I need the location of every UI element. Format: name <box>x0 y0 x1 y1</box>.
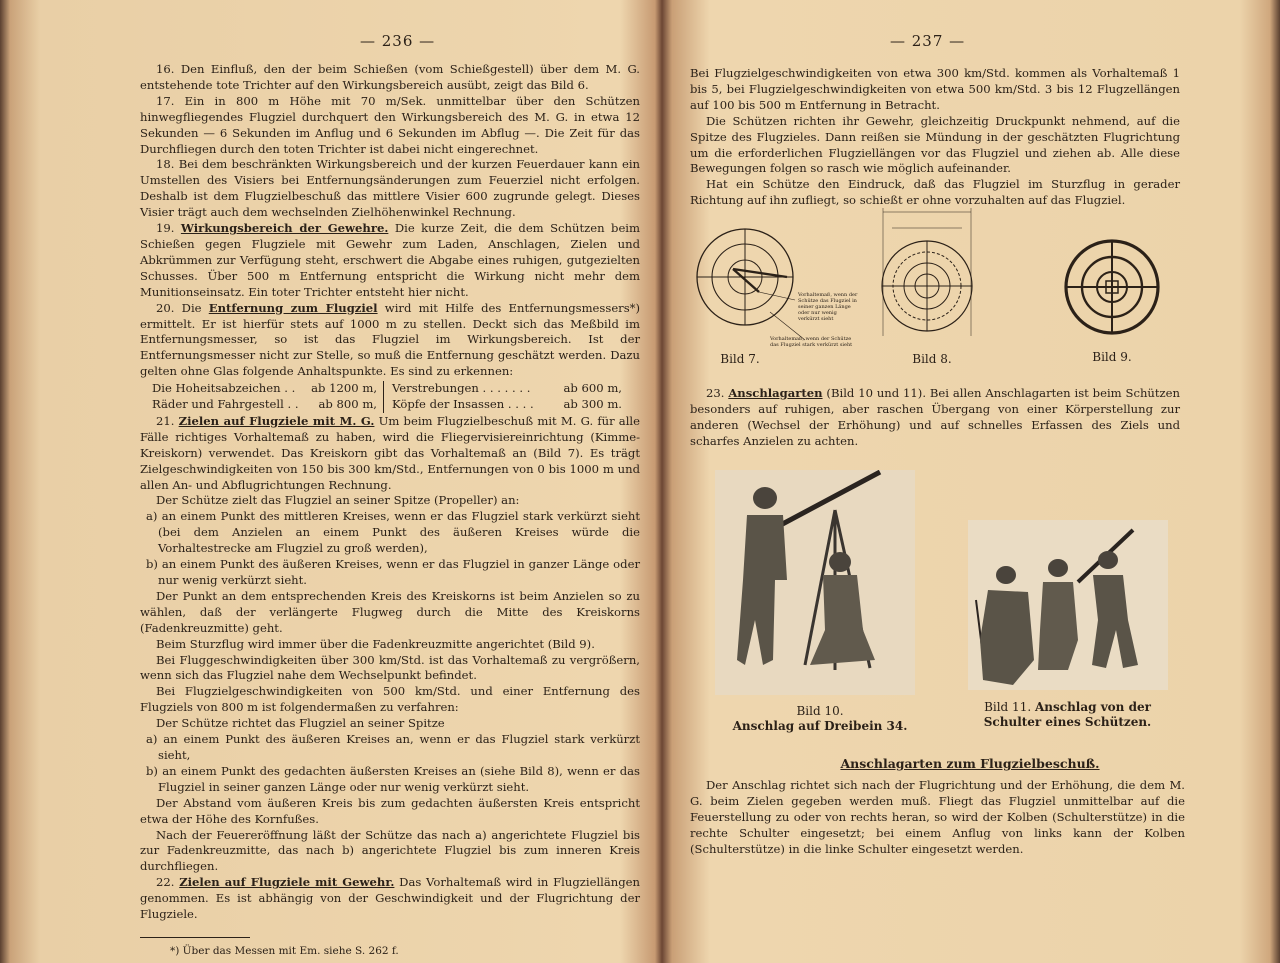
paragraph-number: 21. <box>156 413 179 428</box>
section-heading: Zielen auf Flugziele mit Gewehr. <box>179 875 395 890</box>
bild-11-photo <box>968 520 1168 690</box>
distance-table-right <box>383 381 622 413</box>
paragraph: Hat ein Schütze den Eindruck, daß das Flugziel im Sturzflug in gerader Richtung auf ihn zufliegt, so schießt er ohne vorzuhalten auf das Flugziel. <box>690 177 1180 208</box>
paragraph-body: (Bild 10 und 11). Bei allen Anschlagarten ist beim Schützen besonders auf ruhigen, aber raschen Übergang von einer Körperstellung zur anderen (Wechsel der Erhöhung) und auf schnelles Erfassen des Ziels und scharfes Anzielen zu achten. <box>690 386 1180 448</box>
paragraph: Bei Flugzielgeschwindigkeiten von etwa 300 km/Std. kommen als Vorhaltemaß 1 bis 5, bei Flugzielgeschwindigkeiten von etwa 500 km/Std. 3 bis 12 Flugzellängen auf 100 bis 500 m Entfernung in Betracht. <box>690 66 1180 112</box>
list-item: b) an einem Punkt des äußeren Kreises, wenn er das Flugziel in ganzer Länge oder nur wenig verkürzt sieht. <box>146 557 640 587</box>
paragraph: Der Punkt an dem entsprechenden Kreis des Kreiskorns ist beim Anzielen so zu wählen, daß der verlängerte Flugweg durch die Mitte des Kreiskorns (Fadenkreuzmitte) geht. <box>140 588 640 635</box>
table-row <box>152 381 377 397</box>
paragraph-19 <box>140 221 640 301</box>
paragraph-16: 16. Den Einfluß, den der beim Schießen (vom Schießgestell) über dem M. G. entstehende tote Trichter auf den Wirkungsbereich ausübt, zeigt das Bild 6. <box>140 62 640 92</box>
table-value: ab 800 m, <box>318 397 377 412</box>
table-label: Räder und Fahrgestell . . <box>152 397 299 412</box>
page-number: — 237 — <box>890 32 966 50</box>
bild-11-title-a: Anschlag von der <box>1034 700 1151 714</box>
paragraph: Beim Sturzflug wird immer über die Fadenkreuzmitte angerichtet (Bild 9). <box>156 636 595 651</box>
paragraph-17: 17. Ein in 800 m Höhe mit 70 m/Sek. unmittelbar über den Schützen hinwegfliegendes Flugziel durchquert den Wirkungsbereich des M. G. in etwa 12 Sekunden — 6 Sekunden im Anflug und 6 Sekunden im Abflug —. Die Zeit für das Durchfliegen durch den toten Trichter ist dabei nicht eingerechnet. <box>140 93 640 156</box>
paragraph-number: 20. Die <box>156 300 209 315</box>
paragraph-22 <box>140 875 640 923</box>
bild-11-line-1 <box>960 700 1175 715</box>
footnote-rule <box>140 937 250 938</box>
paragraph <box>690 386 1180 450</box>
page-number: — 236 — <box>360 32 436 50</box>
table-value: ab 600 m, <box>563 381 622 396</box>
list-item: a) an einem Punkt des äußeren Kreises an, wenn er das Flugziel stark verkürzt sieht, <box>146 732 640 762</box>
table-row <box>152 397 377 413</box>
bild-7-figure <box>695 222 815 352</box>
bild-7-note-1: Vorhaltemaß, wenn der Schütze das Flugziel in seiner ganzen Länge oder nur wenig verkürzt sieht <box>798 292 858 322</box>
distance-table-left <box>152 381 383 413</box>
paragraph-number: 22. <box>156 875 180 890</box>
bild-9-caption: Bild 9. <box>1092 350 1132 364</box>
section-heading: Wirkungsbereich der Gewehre. <box>180 221 389 236</box>
table-value: ab 1200 m, <box>311 381 377 396</box>
paragraph-body: wird mit Hilfe des Entfernungsmessers*) ermittelt. Er ist hierfür stets auf 1000 m zu stellen. Deckt sich das Meßbild im Entfernungsmesser, so ist das Flugziel im Wirkungsbereich. Ist der Entfernungsmesser nicht zur Stelle, so muß die Entfernung geschätzt werden. Dazu gelten ohne Glas folgende Anhaltspunkte. Es sind zu erkennen: <box>140 300 640 379</box>
left-page <box>80 0 640 963</box>
right-page-bottom-text <box>690 778 1185 858</box>
paragraph-body: Um beim Flugzielbeschuß mit M. G. für alle Fälle richtiges Vorhaltemaß zu haben, wird die Fliegervisiereinrichtung (Kimme-Kreiskorn) verwendet. Das Kreiskorn gibt das Vorhaltemaß an (Bild 7). Es trägt Zielgeschwindigkeiten von 150 bis 300 km/Std., Entfernungen von 0 bis 1000 m und allen An- und Abflugrichtungen Rechnung. <box>140 413 640 492</box>
distance-table <box>152 381 640 413</box>
bild-9-figure <box>1062 237 1162 337</box>
table-label: Verstrebungen . . . . . . . <box>392 381 531 396</box>
bild-11-title-b: Schulter eines Schützen. <box>983 715 1152 729</box>
paragraph-21 <box>140 414 640 494</box>
paragraph-number: 19. <box>156 221 181 236</box>
bild-10-number: Bild 10. <box>796 704 844 718</box>
bild-8-figure <box>878 206 978 346</box>
paragraph-body: Das Vorhaltemaß wird in Flugziellängen genommen. Es ist abhängig von der Geschwindigkeit und der Flugrichtung der Flugziele. <box>140 875 640 922</box>
list-item: a) an einem Punkt des mittleren Kreises, wenn er das Flugziel stark verkürzt sieht (bei dem Anzielen an einem Punkt des äußeren Kreises würde die Vorhaltestrecke am Flugziel zu groß werden), <box>146 509 640 556</box>
table-row <box>392 381 622 397</box>
paragraph: Der Schütze zielt das Flugziel an seiner Spitze (Propeller) an: <box>156 493 520 508</box>
paragraph: Der Anschlag richtet sich nach der Flugrichtung und der Erhöhung, die dem M. G. beim Zielen gegeben werden muß. Fliegt das Flugziel unmittelbar auf die Feuerstellung zu oder von rechts heran, so wird der Kolben (Schulterstütze) in die rechte Schulter eingesetzt; bei einem Anflug von links kann der Kolben (Schulterstütze) in die linke Schulter eingesetzt werden. <box>690 778 1185 856</box>
section-heading: Entfernung zum Flugziel <box>208 300 378 315</box>
list-item: b) an einem Punkt des gedachten äußersten Kreises an (siehe Bild 8), wenn er das Flugziel in seiner ganzen Länge oder nur wenig verkürzt sieht. <box>146 763 640 794</box>
paragraph: Der Schütze richtet das Flugziel an seiner Spitze <box>156 716 445 731</box>
table-label: Köpfe der Insassen . . . . <box>392 397 534 412</box>
paragraph-body: Die kurze Zeit, die dem Schützen beim Schießen gegen Flugziele mit Gewehr zum Laden, Anschlagen, Zielen und Abkrümmen zur Verfügung steht, erschwert die Abgabe eines ruhigen, gutgezielten Schusses. Über 500 m Entfernung entspricht die Wirkung nicht mehr dem Munitionseinsatz. Ein toter Trichter entsteht hier nicht. <box>140 221 641 299</box>
right-page <box>690 0 1200 963</box>
table-value: ab 300 m. <box>563 397 622 412</box>
right-page-top-text <box>690 66 1180 209</box>
paragraph-20 <box>140 301 640 381</box>
paragraph-number: 23. <box>706 386 729 400</box>
bild-7-caption: Bild 7. <box>720 352 760 366</box>
section-title: Anschlagarten zum Flugzielbeschuß. <box>840 756 1100 771</box>
bild-8-caption: Bild 8. <box>912 352 952 366</box>
paragraph-18: 18. Bei dem beschränkten Wirkungsbereich und der kurzen Feuerdauer kann ein Umstellen des Visiers bei Entfernungsänderungen zum Feuerziel nicht erfolgen. Deshalb ist dem Flugzielbeschuß das mittlere Visier 600 zugrunde gelegt. Dieses Visier trägt auch dem wechselnden Zielhöhenwinkel Rechnung. <box>140 157 640 220</box>
footnote: *) Über das Messen mit Em. siehe S. 262 f. <box>170 944 399 957</box>
paragraph: Bei Fluggeschwindigkeiten über 300 km/Std. ist das Vorhaltemaß zu vergrößern, wenn sich das Flugziel nahe dem Wechselpunkt befindet. <box>140 652 640 683</box>
bild-11-number: Bild 11. <box>984 700 1032 714</box>
bild-10-title: Anschlag auf Dreibein 34. <box>732 719 908 733</box>
paragraph: Nach der Feuereröffnung läßt der Schütze das nach a) angerichtete Flugziel bis zur Fadenkreuzmitte, das nach b) angerichtete Flugziel bis zum inneren Kreis durchfliegen. <box>140 827 640 874</box>
section-heading: Zielen auf Flugziele mit M. G. <box>178 413 375 428</box>
bild-7-note-2: Vorhaltemaß, wenn der Schütze das Flugziel stark verkürzt sieht <box>770 336 853 348</box>
paragraph: Die Schützen richten ihr Gewehr, gleichzeitig Druckpunkt nehmend, auf die Spitze des Flugzieles. Dann reißen sie Mündung in der geschätzten Flugrichtung um die erforderlichen Flugziellängen vor das Flugziel und ziehen ab. Alle diese Bewegungen folgen so rasch wie möglich aufeinander. <box>690 113 1180 176</box>
left-page-text <box>140 62 640 960</box>
table-label: Die Hoheitsabzeichen . . <box>152 381 296 396</box>
paragraph: Der Abstand vom äußeren Kreis bis zum gedachten äußersten Kreis entspricht etwa der Höhe des Kornfußes. <box>140 795 640 826</box>
table-row <box>392 397 622 413</box>
paragraph-23 <box>690 386 1180 450</box>
bild-10-caption <box>710 704 930 734</box>
bild-11-caption <box>960 700 1175 730</box>
section-heading: Anschlagarten <box>728 386 823 400</box>
paragraph: Bei Flugzielgeschwindigkeiten von 500 km/Std. und einer Entfernung des Flugziels von 800 m ist folgendermaßen zu verfahren: <box>140 684 640 715</box>
bild-10-photo <box>715 470 915 695</box>
